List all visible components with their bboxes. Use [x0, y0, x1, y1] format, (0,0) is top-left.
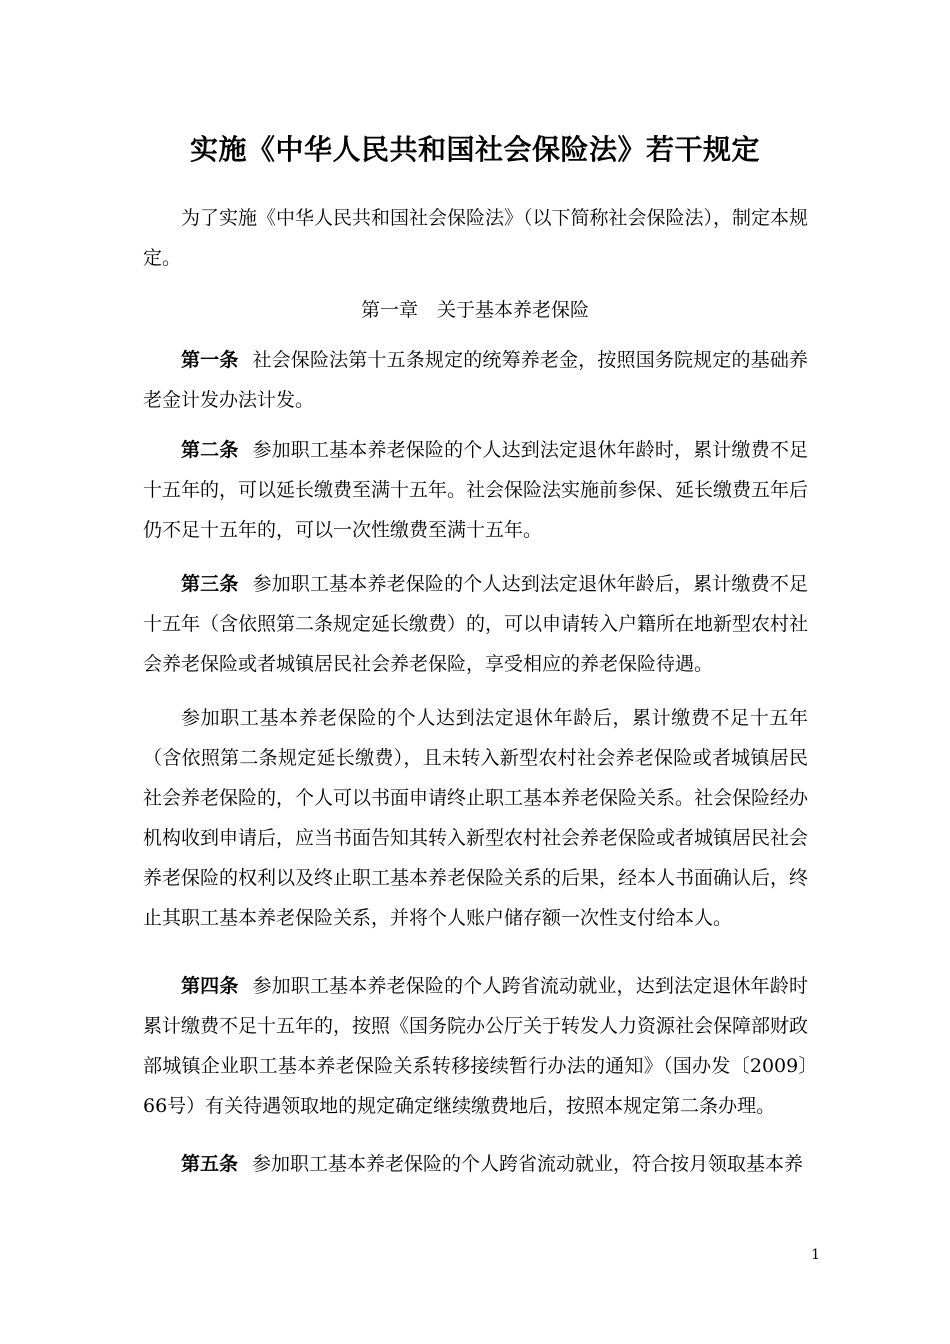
article-4-text: 参加职工基本养老保险的个人跨省流动就业，达到法定退休年龄时累计缴费不足十五年的，按照《国务院办公厅关于转发人力资源社会保障部财政部城镇企业职工基本养老保险关系转移接续暂行办法的通知》（国办发〔2009〕66号）有关待遇领取地的规定确定继续缴费地后，按照本规定第二条办理。 — [143, 975, 809, 1117]
chapter-heading: 第一章 关于基本养老保险 — [360, 299, 589, 321]
article-3-paragraph-2: 参加职工基本养老保险的个人达到法定退休年龄后，累计缴费不足十五年（含依照第二条规定延长缴费），且未转入新型农村社会养老保险或者城镇居民社会养老保险的，个人可以书面申请终止职工基本养老保险关系。社会保险经办机构收到申请后，应当书面告知其转入新型农村社会养老保险或者城镇居民社会养老保险的权利以及终止职工基本养老保险关系的后果，经本人书面确认后，终止其职工基本养老保险关系，并将个人账户储存额一次性支付给本人。 — [143, 707, 809, 929]
article-5-label: 第五条 — [181, 1153, 239, 1175]
article-2-text: 参加职工基本养老保险的个人达到法定退休年龄时，累计缴费不足十五年的，可以延长缴费至满十五年。社会保险法实施前参保、延长缴费五年后仍不足十五年的，可以一次性缴费至满十五年。 — [143, 439, 809, 541]
article-1-label: 第一条 — [181, 349, 239, 371]
document-title: 实施《中华人民共和国社会保险法》若干规定 — [189, 133, 760, 166]
page-number: 1 — [811, 1247, 820, 1263]
article-3 — [143, 564, 808, 684]
article-3-text: 参加职工基本养老保险的个人达到法定退休年龄后，累计缴费不足十五年（含依照第二条规定延长缴费）的，可以申请转入户籍所在地新型农村社会养老保险或者城镇居民社会养老保险，享受相应的养老保险待遇。 — [143, 573, 809, 675]
article-2-label: 第二条 — [181, 439, 239, 461]
article-1-text: 社会保险法第十五条规定的统筹养老金，按照国务院规定的基础养老金计发办法计发。 — [143, 349, 808, 411]
article-2 — [143, 430, 808, 550]
article-4-label: 第四条 — [181, 975, 239, 997]
article-5 — [143, 1144, 808, 1184]
article-3-label: 第三条 — [181, 573, 239, 595]
article-4 — [143, 966, 808, 1126]
article-5-text: 参加职工基本养老保险的个人跨省流动就业，符合按月领取基本养 — [252, 1153, 804, 1175]
article-1 — [143, 340, 808, 420]
intro-paragraph: 为了实施《中华人民共和国社会保险法》（以下简称社会保险法），制定本规定。 — [143, 207, 809, 269]
